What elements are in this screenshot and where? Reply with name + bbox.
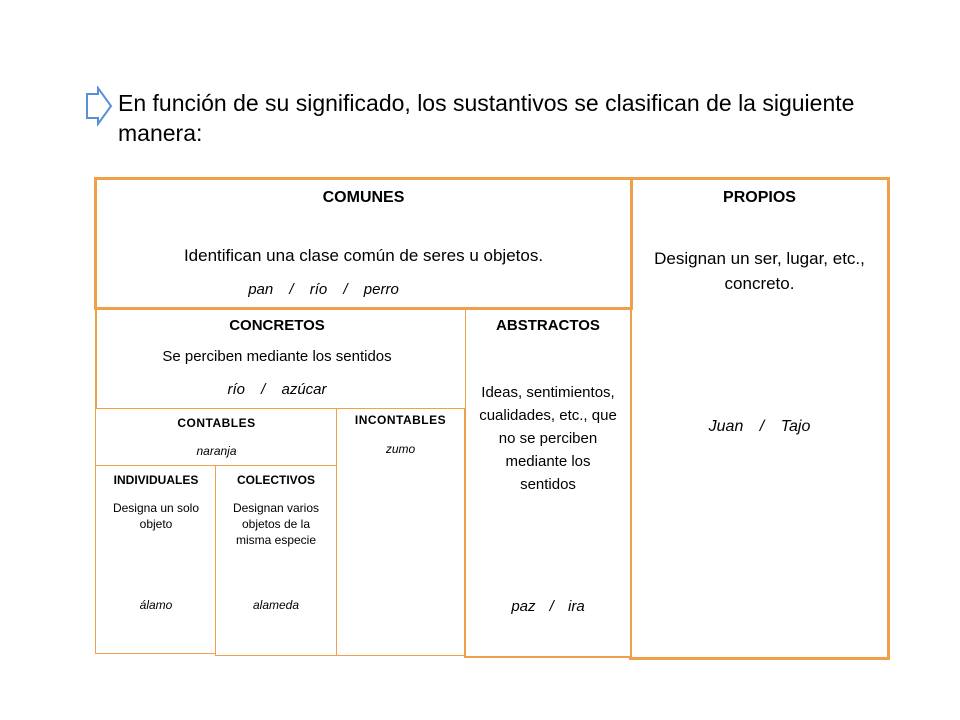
separator: / — [343, 281, 348, 298]
incontables-example: zumo — [385, 442, 416, 456]
propios-box — [629, 177, 890, 660]
comunes-examples — [17, 281, 630, 298]
concretos-box — [95, 308, 466, 410]
colectivos-example: alameda — [252, 598, 300, 612]
example-word: paz — [511, 598, 536, 615]
colectivos-title: COLECTIVOS — [236, 473, 315, 487]
separator: / — [759, 418, 765, 435]
separator: / — [549, 598, 554, 615]
separator: / — [261, 381, 266, 398]
abstractos-description: Ideas, sentimientos, cualidades, etc., que no se perciben mediante los sentidos — [479, 384, 617, 493]
concretos-title: CONCRETOS — [229, 317, 325, 334]
example-word: Juan — [708, 418, 744, 435]
individuales-box — [95, 465, 217, 654]
individuales-description: Designa un solo objeto — [112, 501, 200, 531]
contables-title: CONTABLES — [177, 416, 256, 430]
outline-arrow-right-icon — [84, 86, 114, 126]
propios-examples — [632, 418, 887, 436]
example-word: río — [309, 281, 328, 298]
example-word: azúcar — [281, 381, 327, 398]
colectivos-box — [215, 465, 337, 656]
example-word: ira — [568, 598, 585, 615]
example-word: Tajo — [780, 418, 811, 435]
abstractos-title: ABSTRACTOS — [496, 317, 600, 334]
incontables-box — [336, 408, 465, 656]
incontables-title: INCONTABLES — [354, 413, 447, 427]
comunes-title: COMUNES — [322, 189, 405, 206]
intro-text: En función de su significado, los sustantivos se clasifican de la siguiente manera: — [118, 90, 855, 146]
contables-box — [95, 408, 338, 467]
comunes-box — [94, 177, 633, 310]
example-word: río — [227, 381, 245, 398]
propios-title: PROPIOS — [723, 189, 796, 206]
concretos-examples — [97, 381, 457, 398]
example-word: pan — [248, 281, 274, 298]
concretos-description: Se perciben mediante los sentidos — [162, 348, 392, 365]
propios-description: Designan un ser, lugar, etc., concreto. — [654, 249, 865, 293]
abstractos-examples — [466, 598, 630, 615]
individuales-example: álamo — [139, 598, 173, 612]
colectivos-description: Designan varios objetos de la misma especie — [232, 501, 320, 547]
comunes-description: Identifican una clase común de seres u objetos. — [183, 246, 544, 265]
abstractos-box — [464, 308, 631, 658]
separator: / — [289, 281, 294, 298]
example-word: perro — [363, 281, 399, 298]
individuales-title: INDIVIDUALES — [113, 473, 199, 487]
contables-example: naranja — [196, 444, 237, 458]
